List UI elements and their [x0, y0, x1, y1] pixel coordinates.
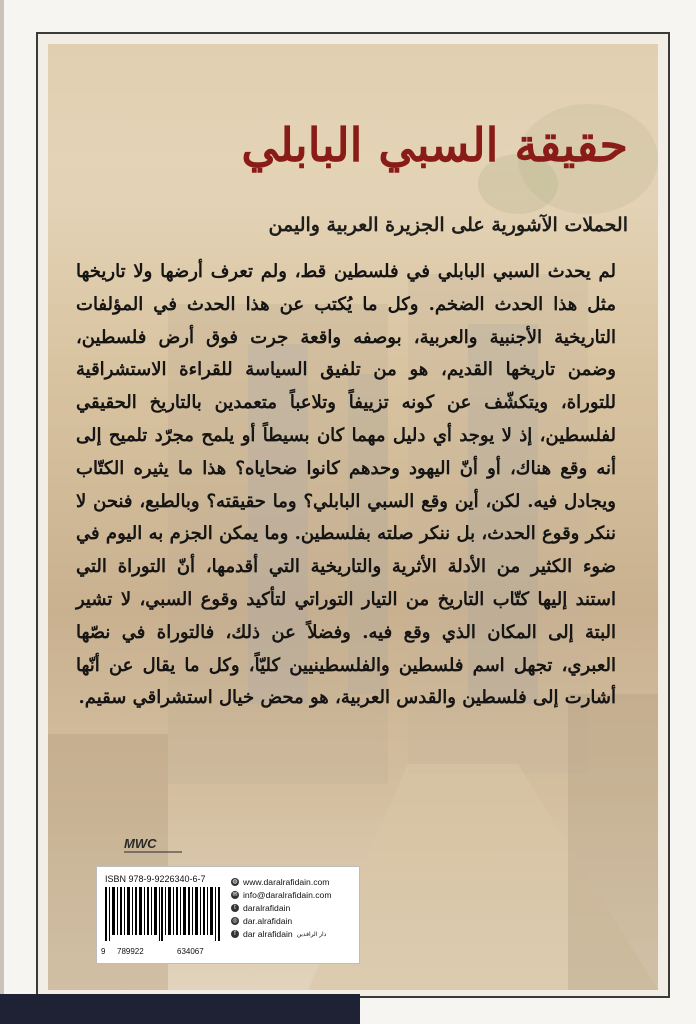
contact-website[interactable] — [231, 875, 355, 888]
isbn-label: ISBN 978-9-9226340-6-7 — [105, 874, 206, 884]
contact-instagram[interactable] — [231, 915, 355, 928]
spine-edge — [0, 0, 4, 1024]
book-title: حقيقة السبي البابلي — [241, 118, 628, 172]
isbn-contact-box — [96, 866, 360, 964]
contact-arabic-name: دار الرافدين — [296, 931, 327, 938]
globe-icon: ◍ — [232, 878, 238, 885]
barcode-digits-right: 634067 — [177, 947, 204, 956]
book-blurb: لم يحدث السبي البابلي في فلسطين قط، ولم تعرف أرضها ولا تاريخها مثل هذا الحدث الضخم. وكل ما يُكتب عن هذا الحدث في المؤلفات التاريخية الأجنبية والعربية، بوصفه واقعة جرت فوق أرض فلسطين، وضمن تاريخها القديم، هو من تلفيق السياسة للقراءة الاستشراقية للتوراة، ويتكشّف عن كونه تزييفاً وتلاعباً متعمدين بالتاريخ الحقيقي لفلسطين، إذ لا يوجد أي دليل مهما كان بسيطاً أو يلمح مجرّد تلميح إلى أنه وقع هناك، أو أنّ اليهود وحدهم كانوا ضحاياه؟ هذا ما يثيره الكتّاب ويجادل فيه. لكن، أين وقع السبي البابلي؟ وما حقيقته؟ وبالطبع، فنحن لا ننكر وقوع الحدث، بل ننكر صلته بفلسطين. وما يمكن الجزم به اليوم في ضوء الكثير من الأدلة الأثرية والتاريخية التي أقدمها، أنّ التوراة التي استند إليها كتّاب التاريخ من التيار التوراتي لتأكيد وقوع السبي، لا تشير البتة إلى المكان الذي وقع فيه. وفضلاً عن ذلك، فالتوراة في نصّها العبري، تجهل اسم فلسطين والفلسطينيين كليّاً، وكل ما يقال عن أنّها أشارت إلى فلسطين والقدس العربية، هو محض خيال استشراقي سقيم. — [76, 261, 616, 709]
contact-text: www.daralrafidain.com — [243, 876, 330, 887]
contact-text: daralrafidain — [243, 902, 291, 913]
contact-twitter[interactable] — [231, 901, 355, 914]
barcode-digits-mid: 789922 — [117, 947, 144, 956]
publisher-contacts — [231, 875, 355, 941]
barcode-digit-left: 9 — [101, 947, 106, 956]
publisher-logo-icon — [122, 834, 192, 856]
facebook-icon: f — [231, 930, 239, 938]
contact-text: info@daralrafidain.com — [243, 889, 332, 900]
back-cover-frame — [36, 32, 670, 998]
contact-text: dar alrafidain — [243, 929, 293, 940]
email-icon: ✉ — [232, 891, 238, 898]
contact-email[interactable] — [231, 888, 355, 901]
bottom-color-band — [0, 994, 360, 1024]
twitter-icon: t — [231, 904, 239, 912]
contact-facebook[interactable] — [231, 928, 355, 941]
instagram-icon: ◎ — [232, 918, 238, 925]
publisher-logo-text: MWC — [124, 836, 157, 851]
barcode-icon — [103, 887, 221, 941]
contact-text: dar.alrafidain — [243, 916, 293, 927]
book-subtitle: الحملات الآشورية على الجزيرة العربية واليمن — [268, 214, 628, 236]
